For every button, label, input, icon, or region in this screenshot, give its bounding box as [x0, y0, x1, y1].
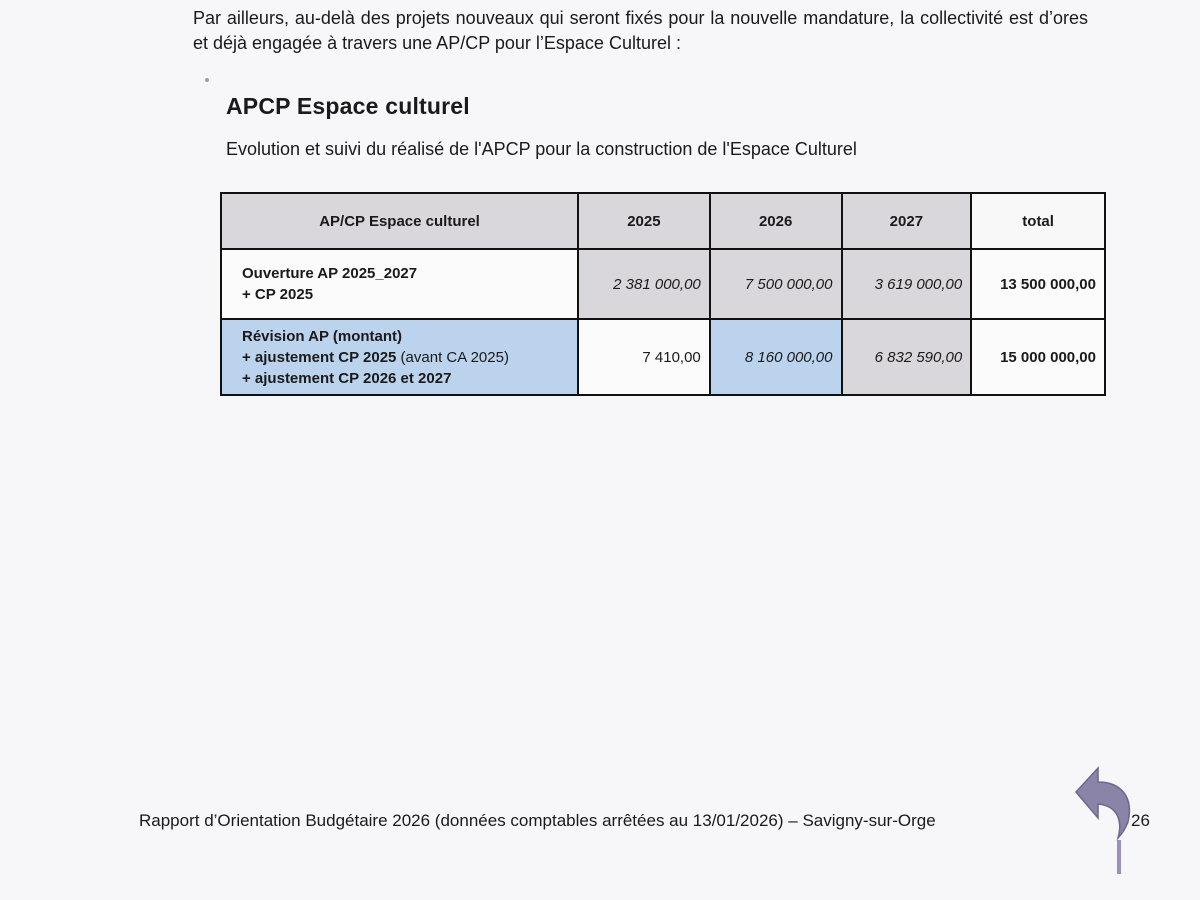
- header-2025: 2025: [578, 193, 710, 249]
- footer-text: Rapport d’Orientation Budgétaire 2026 (données comptables arrêtées au 13/01/2026) – Savigny-sur-Orge: [139, 811, 936, 830]
- row-label: [221, 249, 578, 319]
- table-row: [221, 319, 1105, 395]
- cell-2026: 8 160 000,00: [710, 319, 842, 395]
- row-label-note: (avant CA 2025): [396, 348, 509, 366]
- page-number: 26: [1131, 811, 1150, 830]
- intro-paragraph: [193, 6, 1088, 56]
- row-label-line: [242, 347, 569, 368]
- cell-2025: 2 381 000,00: [578, 249, 710, 319]
- cell-2027: 3 619 000,00: [842, 249, 972, 319]
- section-title: APCP Espace culturel: [226, 93, 470, 119]
- row-label-line: + ajustement CP 2026 et 2027: [242, 369, 452, 387]
- row-label-line: Ouverture AP 2025_2027: [242, 265, 418, 282]
- table-header-row: [221, 193, 1105, 249]
- header-label: AP/CP Espace culturel: [221, 193, 578, 249]
- header-total: total: [971, 193, 1105, 249]
- cell-total: 15 000 000,00: [971, 319, 1105, 395]
- table-row: [221, 249, 1105, 319]
- apcp-table: [220, 192, 1106, 396]
- row-label: [221, 319, 578, 395]
- section-subtitle: Evolution et suivi du réalisé de l'APCP pour la construction de l'Espace Culturel: [226, 139, 857, 159]
- row-label-bold: + ajustement CP 2025: [242, 348, 397, 366]
- cell-2026: 7 500 000,00: [710, 249, 842, 319]
- intro-text: Par ailleurs, au-delà des projets nouveaux qui seront fixés pour la nouvelle mandature, la collectivité est d’ores et déjà engagée à travers une AP/CP pour l’Espace Culturel :: [193, 8, 1088, 53]
- cell-total: 13 500 000,00: [971, 249, 1105, 319]
- row-label-line: + CP 2025: [242, 286, 314, 303]
- header-2027: 2027: [842, 193, 972, 249]
- header-2026: 2026: [710, 193, 842, 249]
- cell-2025: 7 410,00: [578, 319, 710, 395]
- return-arrow-icon[interactable]: [1068, 762, 1138, 842]
- row-label-line: Révision AP (montant): [242, 327, 403, 345]
- margin-bar: [1117, 840, 1121, 874]
- cell-2027: 6 832 590,00: [842, 319, 972, 395]
- scan-dot: [205, 78, 209, 82]
